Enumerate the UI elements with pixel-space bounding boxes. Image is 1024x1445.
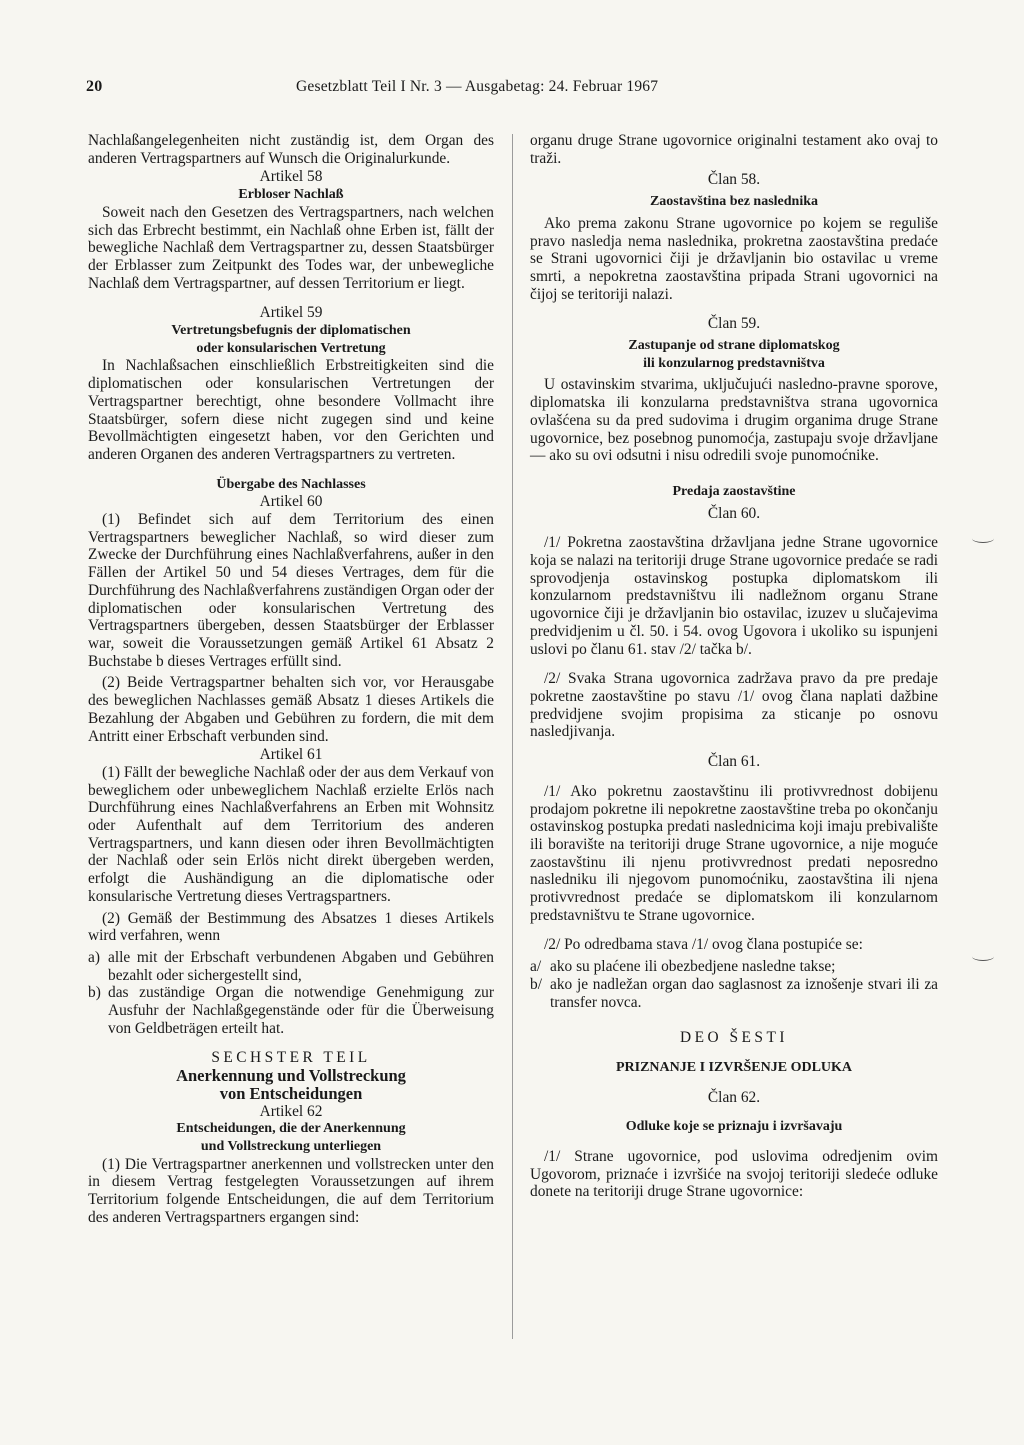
article-number: Član 59. [707,315,761,333]
running-head: Gesetzblatt Teil I Nr. 3 — Ausgabetag: 24. Februar 1967 [296,78,659,95]
continued-paragraph: organu druge Strane ugovornice originalni testament ako ovaj to traži. [530,132,938,167]
list-item-label: a) [88,948,100,966]
article-title: ili konzularnog predstavništva [643,355,825,371]
margin-mark [972,952,994,961]
part-heading: DEO ŠESTI [679,1029,789,1047]
article-paragraph: /1/ Strane ugovornice, pod uslovima odredjenim ovim Ugovorom, priznaće i izvršiće na svojoj teritoriji sledeće odluke donete na teritoriji druge Strane ugovornice: [530,1148,938,1201]
page-number: 20 [86,78,103,95]
list-item [530,958,938,976]
article-paragraph: /1/ Ako pokretnu zaostavštinu ili protivvrednost dobijenu prodajom pokretne ili nepokretne zaostavštine treba po okončanju ostavinskog postupka predati naslednicima koji imaju prebivalište ili boravište na teritoriji druge Strane ugovornice, a nije moguće zaostavštinu ili njenu protivvrednost predati neposredno nasledniku ili njegovom punomoćniku, zaostavština ili njena protivvrednost predaće se diplomatskom ili konzularnom predstavništvu te Strane ugovornice. [530,782,938,924]
serbian-column [530,132,938,1201]
part-title: von Entscheidungen [219,1083,363,1103]
article-title: Zastupanje od strane diplomatskog [628,338,840,354]
article-paragraph: /1/ Pokretna zaostavština državljana jedne Strane ugovornice koja se nalazi na teritoriji druge Strane ugovornice predaće se radi sprovodjenja ostavinskog postupka diplomatskom ili konzularnom predstavništvu ili nadležnom organu Strane ugovornice čiji je državljanin bio ostavilac, izuzev u slučajevima predvidjenim u čl. 50. i 54. ovog Ugovora i ukoliko su ispunjeni uslovi po članu 61. stav /2/ tačka b/. [530,534,938,658]
list-item-text: ako je nadležan organ dao saglasnost za iznošenje stvari ili za transfer novca. [550,975,938,1011]
article-number: Artikel 62 [259,1102,323,1120]
article-title: Entscheidungen, die der Anerkennung [176,1121,406,1137]
article-number: Član 61. [707,753,761,771]
margin-mark [972,534,994,543]
part-title: Anerkennung und Vollstreckung [176,1066,406,1086]
article-text: In Nachlaßsachen einschließlich Erbstreitigkeiten sind die diplomatischen oder konsularischen Vertretungen der Vertragspartner berechtigt, ohne besondere Vollmacht ihre Staatsbürger, sofern diese nicht zugegen sind und keine Bevollmächtigten eingesetzt haben, vor den Gerichten und anderen Organen des anderen Vertragspartners zu vertreten. [88,357,494,463]
article-number: Član 62. [707,1088,761,1106]
list-item [88,984,494,1037]
list-item-label: b/ [530,975,542,993]
list-item-label: b) [88,984,101,1002]
list-item [530,976,938,1011]
article-paragraph: (1) Befindet sich auf dem Territorium des einen Vertragspartners beweglicher Nachlaß, so wird dieser zum Zwecke der Durchführung eines Nachlaßverfahrens, außer in den Fällen der Artikel 50 und 54 dieses Vertrages, dem für die Durchführung des Nachlaßverfahrens zuständigen Organ oder der diplomatischen oder konsularischen Vertretung des Vertragspartners übergeben, dessen Staatsbürger der Erblasser war, soweit die Voraussetzungen gemäß Artikel 61 Absatz 2 Buchstabe b dieses Vertrages erfüllt sind. [88,511,494,670]
page-header [86,78,936,100]
german-column [88,132,494,1226]
article-number: Artikel 59 [259,304,323,322]
section-heading: Übergabe des Nachlasses [216,476,366,492]
continued-paragraph: Nachlaßangelegenheiten nicht zuständig ist, dem Organ des anderen Vertragspartners auf Wunsch die Originalurkunde. [88,132,494,167]
article-paragraph: /2/ Po odredbama stava /1/ ovog člana postupiće se: [544,936,863,954]
article-number: Artikel 61 [259,746,323,764]
list-item-label: a/ [530,958,542,976]
article-number: Artikel 58 [259,168,323,186]
list-item-text: alle mit der Erbschaft verbundenen Abgaben und Gebühren bezahlt oder sichergestellt sind, [108,948,494,984]
article-text: Soweit nach den Gesetzen des Vertragspartners, nach welchen sich das Erbrecht bestimmt, ein Nachlaß ohne Erben ist, fällt der bewegliche Nachlaß dem Vertragspartner zu, dessen Staatsbürger der Erblasser zum Zeitpunkt des Todes war, der unbewegliche Nachlaß dem Vertragspartner, auf dessen Territorium er liegt. [88,203,494,292]
article-paragraph: /2/ Svaka Strana ugovornica zadržava pravo da pre predaje pokretne zaostavštine po stavu /1/ ovog člana naplati dažbine predvidjene svojim propisima za sticanje po osnovu nasledjivanja. [530,670,938,741]
article-paragraph: (1) Fällt der bewegliche Nachlaß oder der aus dem Verkauf von beweglichem oder unbeweglichem Nachlaß erzielte Erlös nach Durchführung eines Nachlaßverfahrens an Erben mit Wohnsitz oder Aufenthalt auf dem Territorium des anderen Vertragspartners, und kann diesen oder ihren Bevollmächtigten der Nachlaß oder sein Erlös nicht direkt übergeben werden, erfolgt die Aushändigung an die diplomatische oder konsularische Vertretung dieses Vertragspartners. [88,763,494,905]
article-number: Artikel 60 [259,493,323,511]
section-heading: Predaja zaostavštine [672,483,796,499]
article-paragraph: (1) Die Vertragspartner anerkennen und vollstrecken unter den in diesem Vertrag festgelegten Voraussetzungen auf ihrem Territorium folgende Entscheidungen, die auf dem Territorium des anderen Vertragspartners ergangen sind: [88,1155,494,1226]
article-title: oder konsularischen Vertretung [196,340,386,356]
article-number: Član 58. [707,171,761,189]
list-item-text: ako su plaćene ili obezbedjene nasledne takse; [550,958,836,976]
article-title: und Vollstreckung unterliegen [200,1138,382,1154]
article-number: Član 60. [707,504,761,522]
article-title: Odluke koje se priznaju i izvršavaju [625,1119,843,1135]
article-title: Vertretungsbefugnis der diplomatischen [171,323,411,339]
article-title: Zaostavština bez naslednika [649,194,819,210]
article-paragraph: (2) Gemäß der Bestimmung des Absatzes 1 dieses Artikels wird verfahren, wenn [88,909,494,945]
article-text: Ako prema zakonu Strane ugovornice po kojem se reguliše pravo nasledja nema naslednika, prokretna zaostavština predaće se Strani ugovornici čiji je državljanin bio ostavilac u vreme smrti, a nepokretna zaostavština pripada Strani ugovornici na čijoj se teritoriji nalazi. [530,214,938,303]
article-paragraph: (2) Beide Vertragspartner behalten sich vor, vor Herausgabe des beweglichen Nachlasses gemäß Absatz 1 dieses Artikels die Bezahlung der Abgaben und Gebühren zu fordern, die mit dem Antritt einer Erbschaft verbunden sind. [88,674,494,745]
column-divider [512,134,513,1339]
part-heading: SECHSTER TEIL [211,1049,371,1067]
part-title: PRIZNANJE I IZVRŠENJE ODLUKA [615,1059,853,1075]
article-title: Erbloser Nachlaß [238,187,344,203]
list-item-text: das zuständige Organ die notwendige Genehmigung zur Ausfuhr der Nachlaßgegenstände oder für die Überweisung von Geldbeträgen erteilt hat. [108,984,494,1037]
list-item [88,949,494,984]
article-text: U ostavinskim stvarima, uključujući nasledno-pravne sporove, diplomatska ili konzularna predstavništva strana ugovornica ovlašćena su da pred sudovima i drugim organima druge Strane ugovornice, bez posebnog punomoćja, zastupaju svoje državljane — ako su ovi odsutni i nisu odredili svoje punomoćnike. [530,376,938,465]
